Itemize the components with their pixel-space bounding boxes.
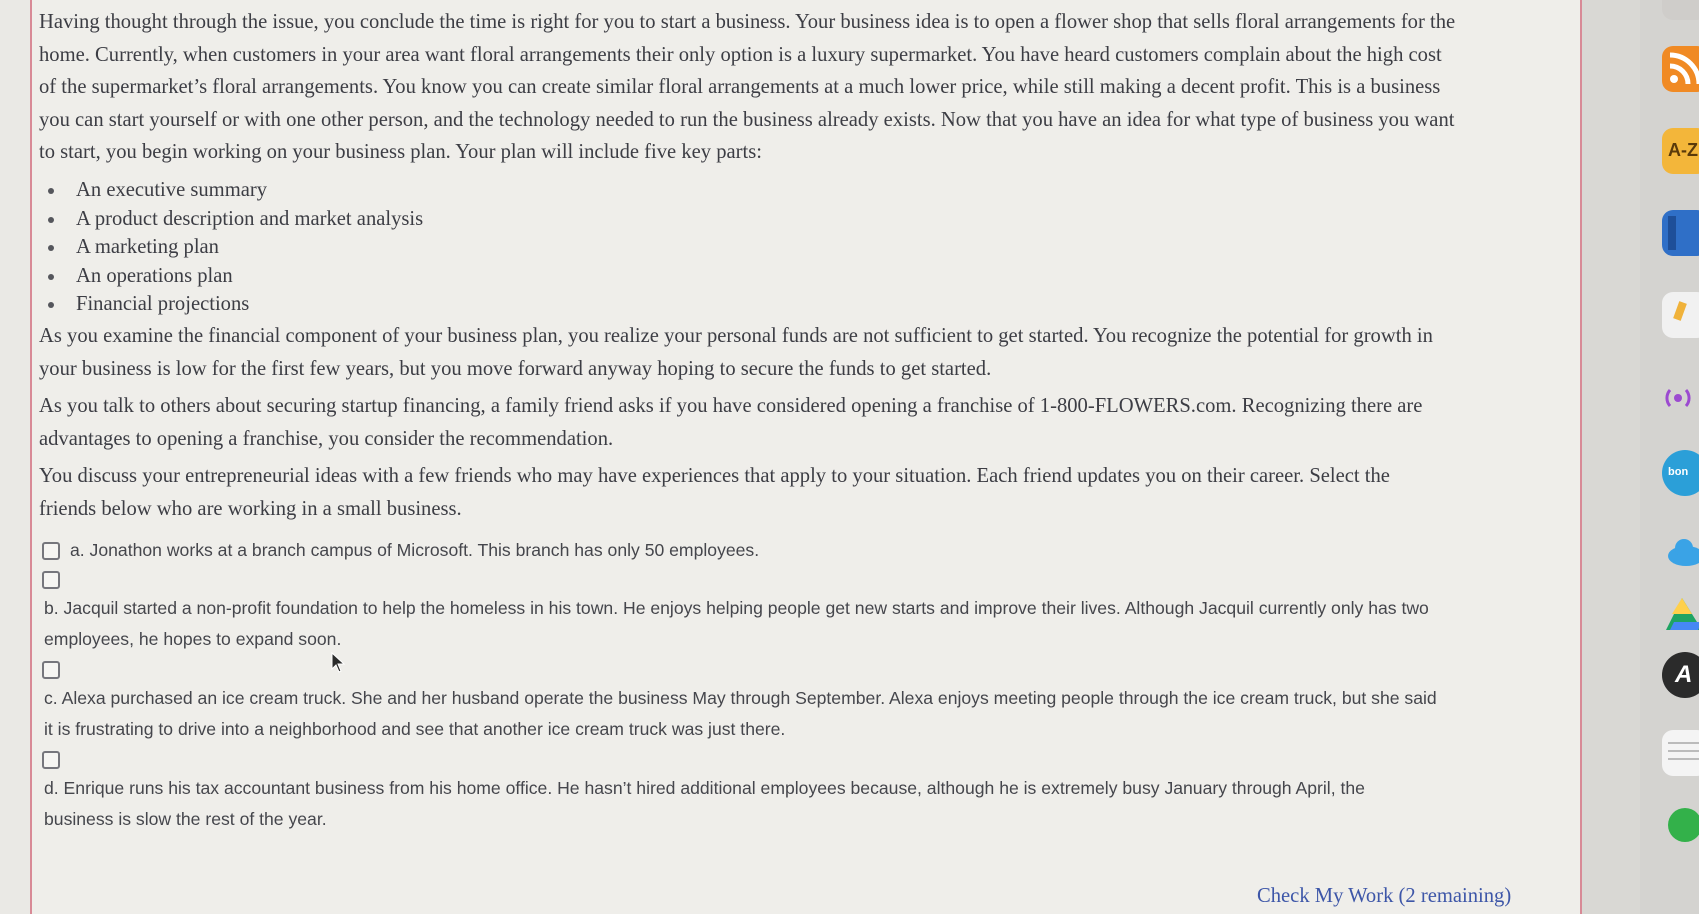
option-a-checkbox[interactable] [42,542,60,560]
franchise-paragraph: As you talk to others about securing startup financing, a family friend asks if you have considered opening a franchise of 1-800-FLOWERS.com. Recognizing there are advantages to opening a franchise, you consider the recommendation. [39,395,1423,450]
mouse-cursor-icon [331,652,347,674]
app-circle-icon[interactable] [1662,802,1699,848]
option-c-checkbox[interactable] [42,661,60,679]
list-item: Financial projections [46,290,423,319]
option-d-checkbox[interactable] [42,751,60,769]
list-item: An operations plan [46,262,423,291]
app-a-icon[interactable]: A [1662,652,1699,698]
option-c-label: c. Alexa purchased an ice cream truck. She and her husband operate the business May through September. Alexa enjoys meeting people through the ice cream truck, but she said it is frustrating to drive into a neighborhood and see that another ice cream truck was just there. [44,688,1437,739]
notes-icon[interactable] [1662,730,1699,776]
rss-icon[interactable] [1662,46,1699,92]
option-d-label: d. Enrique runs his tax accountant business from his home office. He hasn’t hired additional employees because, although he is extremely busy January through April, the business is slow the rest of the year. [44,778,1365,829]
option-b-checkbox[interactable] [42,571,60,589]
dictionary-icon[interactable]: A-Z [1662,128,1699,174]
option-a-label: a. Jonathon works at a branch campus of Microsoft. This branch has only 50 employees. [70,540,760,560]
podcast-icon[interactable] [1662,372,1699,418]
question-panel [30,0,1582,914]
option-b-label: b. Jacquil started a non-profit foundation to help the homeless in his town. He enjoys helping people get new starts and improve their lives. Although Jacquil currently only has two employees, he hopes to expand soon. [44,598,1429,649]
list-item: A marketing plan [46,233,423,262]
check-my-work-link[interactable]: Check My Work (2 remaining) [1257,885,1512,907]
app-badge-icon[interactable]: bon [1662,450,1699,496]
app-dock [1640,0,1699,914]
tool-icon[interactable] [1662,292,1699,338]
business-plan-parts-list [46,176,423,319]
dock-top-icon[interactable] [1662,0,1699,20]
list-item: An executive summary [46,176,423,205]
financial-paragraph: As you examine the financial component of your business plan, you realize your personal funds are not sufficient to get started. You recognize the potential for growth in your business is low for the first few years, but you move forward anyway hoping to secure the funds to get started. [39,325,1433,380]
cloud-icon[interactable] [1662,530,1699,576]
list-item: A product description and market analysis [46,205,423,234]
drive-icon[interactable] [1662,590,1699,636]
friends-paragraph: You discuss your entrepreneurial ideas with a few friends who may have experiences that apply to your situation. Each friend updates you on their career. Select the friends below who are working in a small business. [39,465,1390,520]
book-icon[interactable] [1662,210,1699,256]
intro-paragraph: Having thought through the issue, you conclude the time is right for you to start a business. Your business idea is to open a flower shop that sells floral arrangements for the home. Currently, when customers in your area want floral arrangements their only option is a luxury supermarket. You have heard customers complain about the high cost of the supermarket’s floral arrangements. You know you can create similar floral arrangements at a much lower price, while still making a decent profit. This is a business you can start yourself or with one other person, and the technology needed to run the business already exists. Now that you have an idea for what type of business you want to start, you begin working on your business plan. Your plan will include five key parts: [39,11,1456,163]
